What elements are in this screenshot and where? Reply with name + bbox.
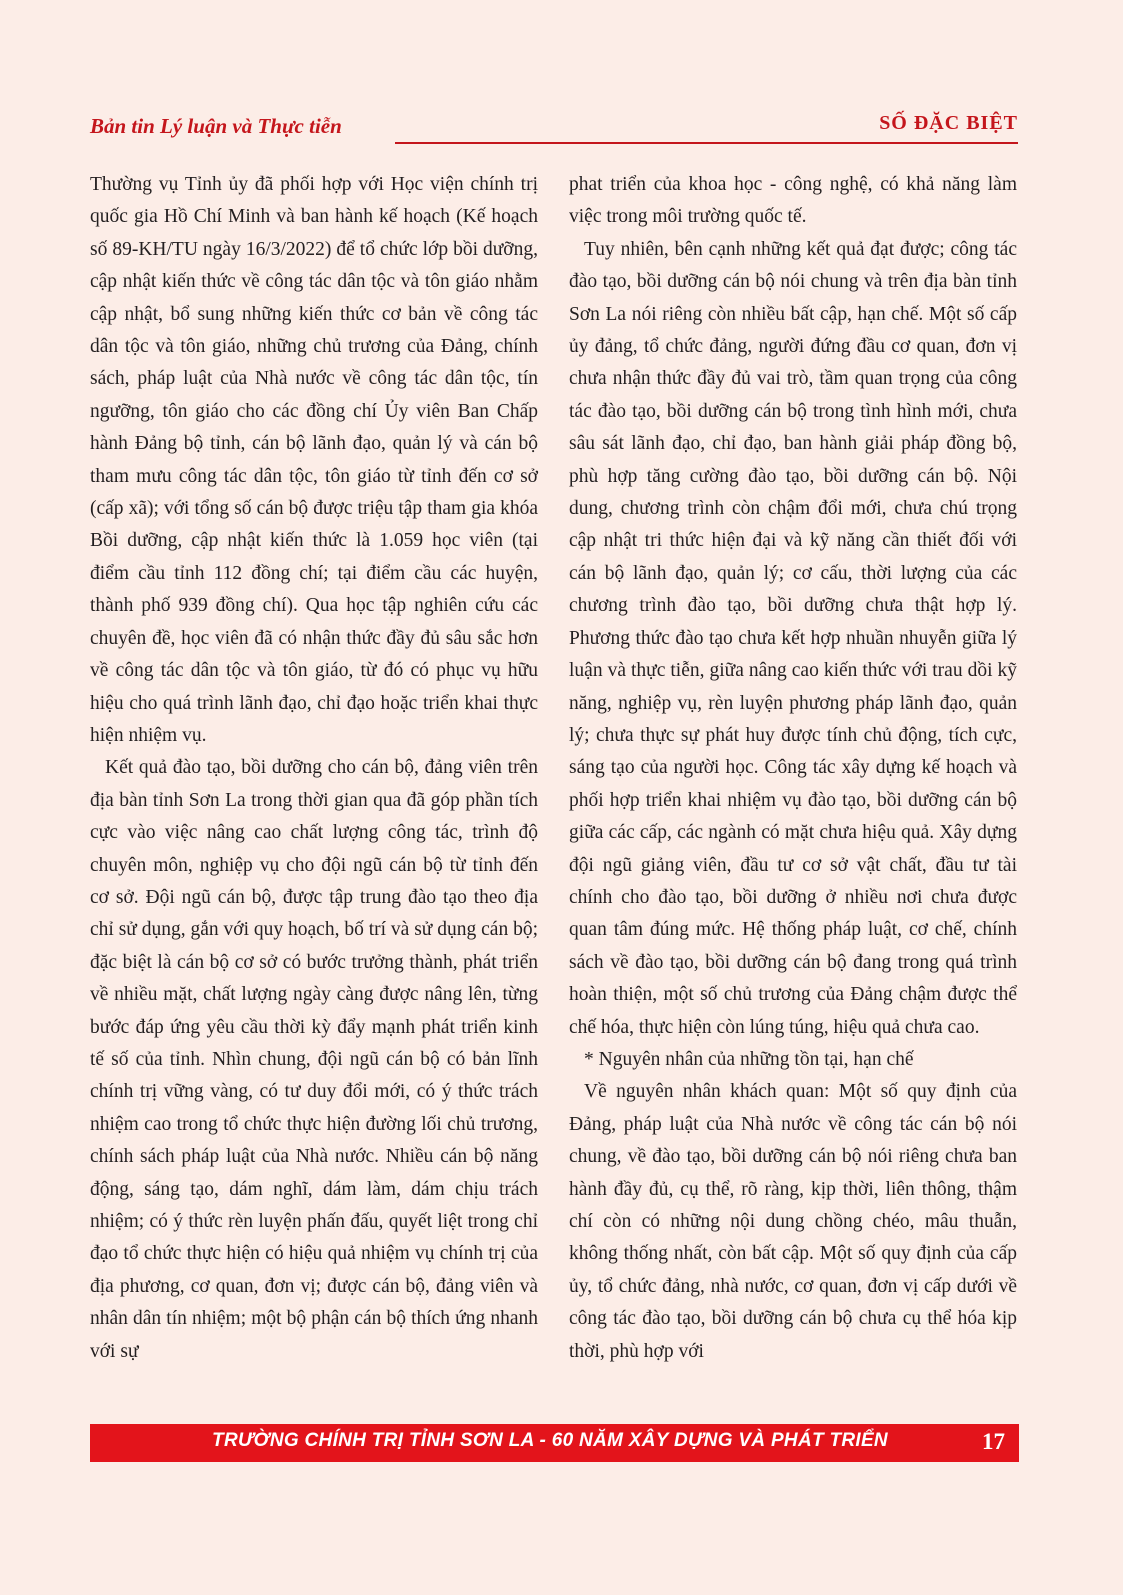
section-heading: * Nguyên nhân của những tồn tại, hạn chế [584,1048,914,1070]
page-number: 17 [982,1429,1005,1454]
right-column [569,169,1017,1368]
paragraph: Thường vụ Tỉnh ủy đã phối hợp với Học viện chính trị quốc gia Hồ Chí Minh và ban hành kế hoạch (Kế hoạch số 89-KH/TU ngày 16/3/2022) để tổ chức lớp bồi dưỡng, cập nhật kiến thức về công tác dân tộc và tôn giáo nhằm cập nhật, bổ sung những kiến thức cơ bản về công tác dân tộc và tôn giáo, những chủ trương của Đảng, chính sách, pháp luật của Nhà nước về công tác dân tộc, tín ngưỡng, tôn giáo cho các đồng chí Ủy viên Ban Chấp hành Đảng bộ tỉnh, cán bộ lãnh đạo, quản lý và cán bộ tham mưu công tác dân tộc, tôn giáo từ tỉnh đến cơ sở (cấp xã); với tổng số cán bộ được triệu tập tham gia khóa Bồi dưỡng, cập nhật kiến thức là 1.059 học viên (tại điểm cầu tỉnh 112 đồng chí; tại điểm cầu các huyện, thành phố 939 đồng chí). Qua học tập nghiên cứu các chuyên đề, học viên đã có nhận thức đầy đủ sâu sắc hơn về công tác dân tộc và tôn giáo, từ đó có phục vụ hữu hiệu cho quá trình lãnh đạo, chỉ đạo hoặc triển khai thực hiện nhiệm vụ. [90,174,538,746]
paragraph: phat triển của khoa học - công nghệ, có khả năng làm việc trong môi trường quốc tế. [569,174,1017,228]
paragraph: Về nguyên nhân khách quan: Một số quy định của Đảng, pháp luật của Nhà nước về công tác cán bộ nói chung, về đào tạo, bồi dưỡng cán bộ nói riêng chưa ban hành đầy đủ, cụ thể, rõ ràng, kịp thời, liên thông, thậm chí còn có những nội dung chồng chéo, mâu thuẫn, không thống nhất, còn bất cập. Một số quy định của cấp ủy, tổ chức đảng, nhà nước, cơ quan, đơn vị cấp dưới về công tác đào tạo, bồi dưỡng cán bộ chưa cụ thể hóa kịp thời, phù hợp với [569,1081,1017,1362]
paragraph: Tuy nhiên, bên cạnh những kết quả đạt được; công tác đào tạo, bồi dưỡng cán bộ nói chung và trên địa bàn tỉnh Sơn La nói riêng còn nhiều bất cập, hạn chế. Một số cấp ủy đảng, tổ chức đảng, người đứng đầu cơ quan, đơn vị chưa nhận thức đầy đủ vai trò, tầm quan trọng của công tác đào tạo, bồi dưỡng cán bộ trong tình hình mới, chưa sâu sát lãnh đạo, chỉ đạo, ban hành giải pháp đồng bộ, phù hợp tăng cường đào tạo, bồi dưỡng cán bộ. Nội dung, chương trình còn chậm đổi mới, chưa chú trọng cập nhật tri thức hiện đại và kỹ năng cần thiết đối với cán bộ lãnh đạo, quản lý; cơ cấu, thời lượng của các chương trình đào tạo, bồi dưỡng chưa thật hợp lý. Phương thức đào tạo chưa kết hợp nhuần nhuyễn giữa lý luận và thực tiễn, giữa nâng cao kiến thức với trau dồi kỹ năng, nghiệp vụ, rèn luyện phương pháp lãnh đạo, quản lý; chưa thực sự phát huy được tính chủ động, tích cực, sáng tạo của người học. Công tác xây dựng kế hoạch và phối hợp triển khai nhiệm vụ đào tạo, bồi dưỡng cán bộ giữa các cấp, các ngành có mặt chưa hiệu quả. Xây dựng đội ngũ giảng viên, đầu tư cơ sở vật chất, đầu tư tài chính cho đào tạo, bồi dưỡng ở nhiều nơi chưa được quan tâm đúng mức. Hệ thống pháp luật, cơ chế, chính sách về đào tạo, bồi dưỡng cán bộ đang trong quá trình hoàn thiện, một số chủ trương của Đảng chậm được thể chế hóa, thực hiện còn lúng túng, hiệu quả chưa cao. [569,238,1017,1038]
issue-label: SỐ ĐẶC BIỆT [879,112,1018,134]
footer-banner [90,1424,1019,1462]
paragraph: Kết quả đào tạo, bồi dưỡng cho cán bộ, đảng viên trên địa bàn tỉnh Sơn La trong thời gian qua đã góp phần tích cực vào việc nâng cao chất lượng công tác, trình độ chuyên môn, nghiệp vụ cho đội ngũ cán bộ từ tỉnh đến cơ sở. Đội ngũ cán bộ, được tập trung đào tạo theo địa chỉ sử dụng, gắn với quy hoạch, bố trí và sử dụng cán bộ; đặc biệt là cán bộ cơ sở có bước trưởng thành, phát triển về nhiều mặt, chất lượng ngày càng được nâng lên, từng bước đáp ứng yêu cầu thời kỳ đẩy mạnh phát triển kinh tế số của tỉnh. Nhìn chung, đội ngũ cán bộ có bản lĩnh chính trị vững vàng, có tư duy đổi mới, có ý thức trách nhiệm cao trong tổ chức thực hiện đường lối chủ trương, chính sách pháp luật của Nhà nước. Nhiều cán bộ năng động, sáng tạo, dám nghĩ, dám làm, dám chịu trách nhiệm; có ý thức rèn luyện phấn đấu, quyết liệt trong chỉ đạo tổ chức thực hiện có hiệu quả nhiệm vụ chính trị của địa phương, cơ quan, đơn vị; được cán bộ, đảng viên và nhân dân tín nhiệm; một bộ phận cán bộ thích ứng nhanh với sự [90,757,538,1362]
page-header [90,112,1018,144]
footer-banner-text: TRƯỜNG CHÍNH TRỊ TỈNH SƠN LA - 60 NĂM XÂY DỰNG VÀ PHÁT TRIỂN [212,1430,888,1451]
left-column [90,169,538,1368]
publication-title: Bản tin Lý luận và Thực tiễn [90,114,342,138]
header-rule [395,142,1018,144]
